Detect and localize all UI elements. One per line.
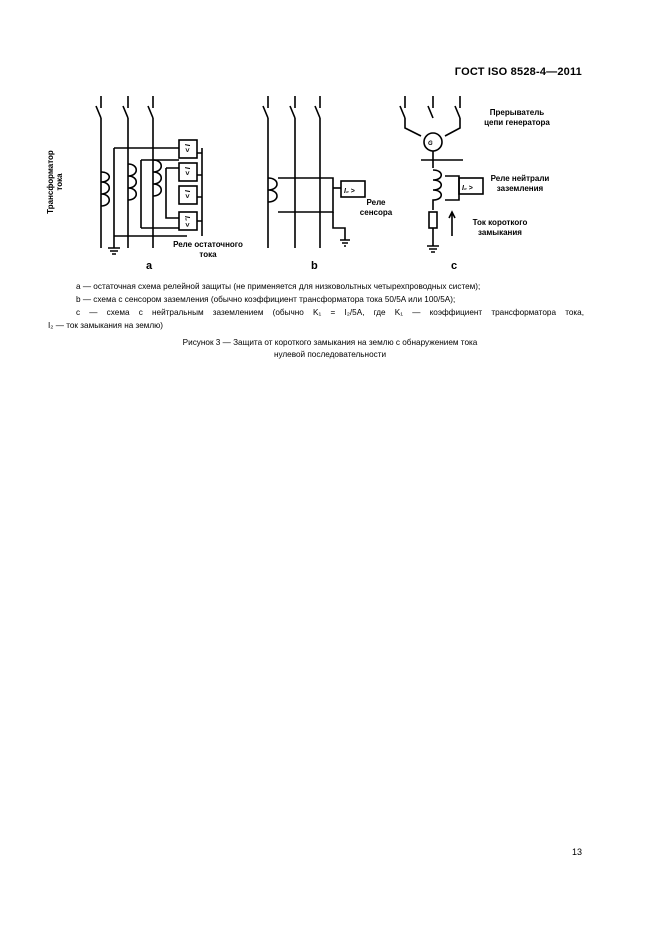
page-number: 13 bbox=[571, 847, 582, 857]
neutral-relay-label: Реле нейтрали заземления bbox=[490, 174, 550, 193]
subfigure-letter-b: b bbox=[311, 260, 318, 272]
svg-text:I >: I > bbox=[183, 190, 190, 198]
legend-a: a — остаточная схема релейной защиты (не применяется для низковольтных четырехпроводных систем); bbox=[76, 282, 481, 291]
legend-b: b — схема с сенсором заземления (обычно коэффициент трансформатора тока 50/5A или 100/5A); bbox=[76, 295, 456, 304]
diagram-b bbox=[263, 96, 365, 248]
residual-relay-label: Реле остаточного тока bbox=[173, 240, 243, 259]
svg-text:G: G bbox=[428, 141, 433, 147]
svg-text:I₀ >: I₀ > bbox=[462, 185, 473, 192]
figure-diagram bbox=[0, 0, 661, 300]
subfigure-letter-c: c bbox=[451, 260, 458, 272]
legend-c: c — схема с нейтральным заземлением (обычно K₁ = I₂/5A, где K₁ — коэффициент трансформатора тока, bbox=[76, 308, 584, 317]
breaker-label: Прерыватель цепи генератора bbox=[484, 108, 550, 127]
legend-c-continued: I₂ — ток замыкания на землю) bbox=[48, 321, 164, 330]
svg-text:I₀ >: I₀ > bbox=[183, 216, 190, 227]
fault-current-label: Ток короткого замыкания bbox=[472, 218, 528, 237]
svg-text:I >: I > bbox=[183, 167, 190, 175]
diagram-a bbox=[96, 96, 202, 254]
sensor-relay-label: Реле сенсора bbox=[359, 198, 393, 217]
svg-text:I₀ >: I₀ > bbox=[344, 188, 355, 195]
ct-coil-2 bbox=[128, 164, 136, 200]
neutral-resistor bbox=[429, 212, 437, 228]
subfigure-letter-a: a bbox=[146, 260, 153, 272]
svg-text:I >: I > bbox=[183, 144, 190, 152]
ct-label: Трансформатор тока bbox=[46, 150, 64, 214]
figure-legend bbox=[48, 280, 584, 332]
ct-coil-1 bbox=[101, 172, 109, 206]
generator-circle bbox=[424, 133, 442, 151]
ct-coil-3 bbox=[153, 160, 161, 196]
figure-caption: Рисунок 3 — Защита от короткого замыкания на землю с обнаружением тока нулевой последовательности bbox=[182, 338, 478, 359]
document-header: ГОСТ ISO 8528-4—2011 bbox=[454, 66, 582, 78]
